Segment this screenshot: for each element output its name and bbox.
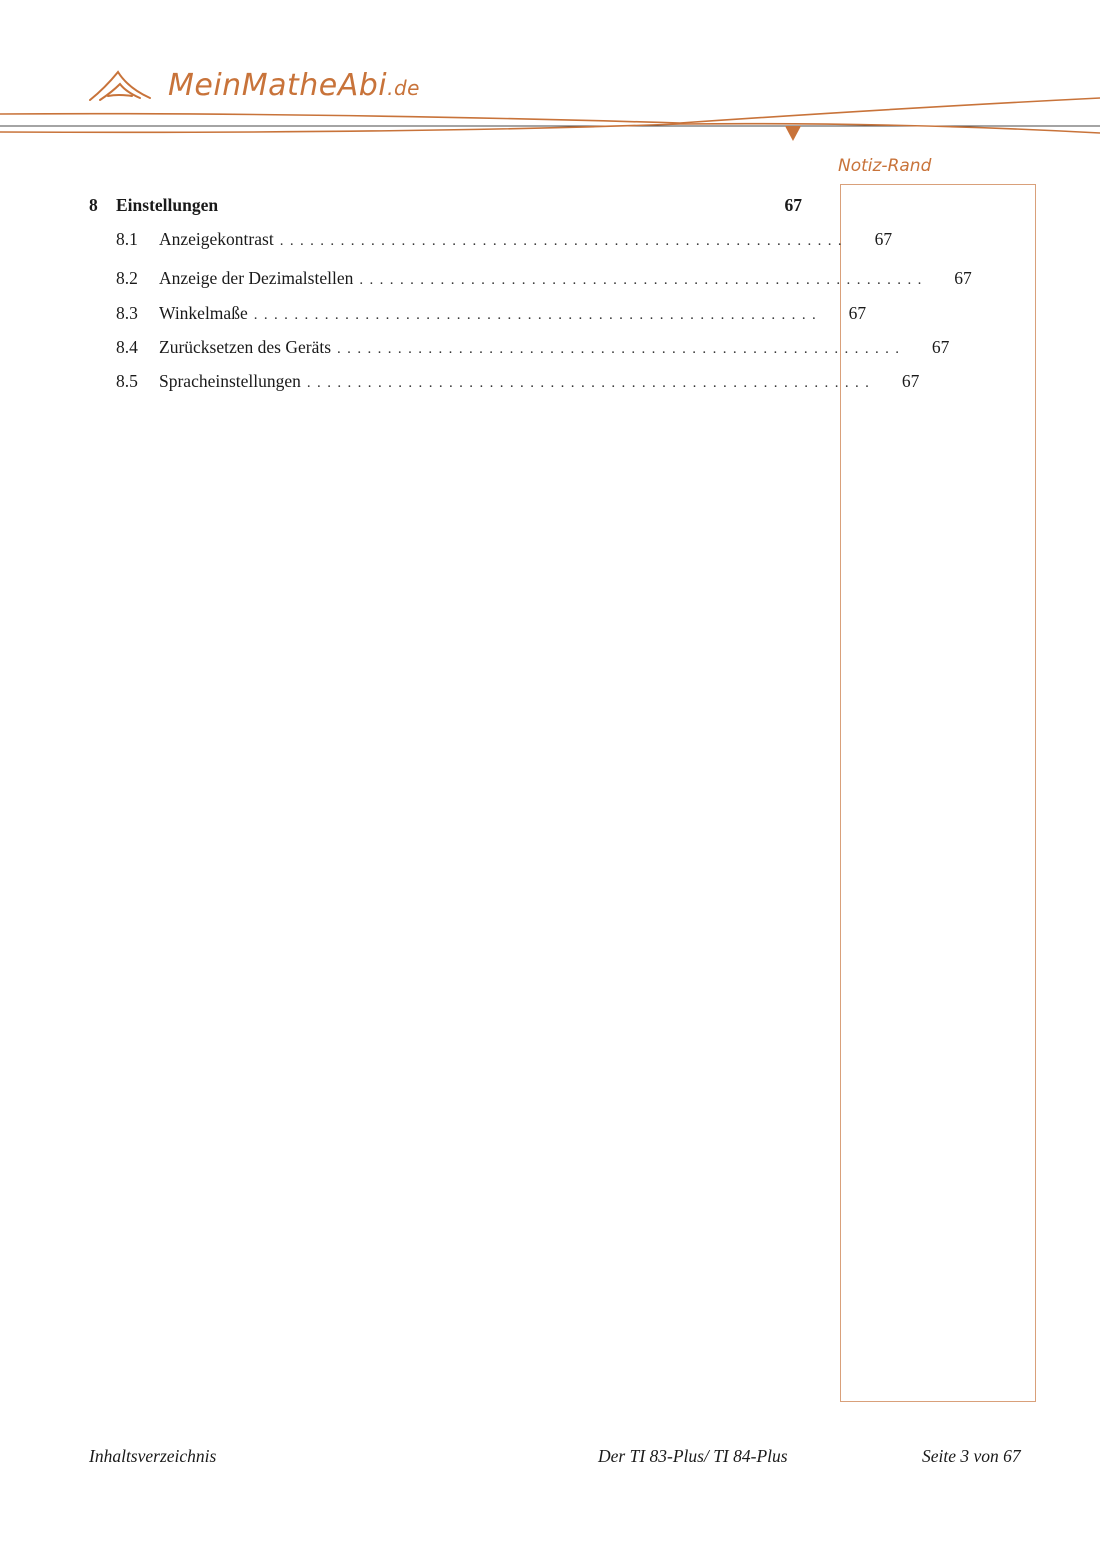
- chapter-number: 8: [89, 195, 98, 215]
- section-number: 8.3: [116, 303, 138, 323]
- margin-note-box: [840, 184, 1036, 1402]
- section-page: 67: [931, 337, 950, 357]
- table-of-contents: [89, 195, 972, 391]
- dot-leader: ........................................................: [279, 233, 849, 249]
- dot-leader: ........................................................: [337, 341, 906, 357]
- header-lines: [0, 60, 1100, 150]
- dot-leader: ........................................................: [306, 375, 876, 391]
- dot-leader: ........................................................: [253, 307, 823, 323]
- section-page: 67: [954, 268, 972, 288]
- logo-mark-icon: [90, 72, 150, 100]
- chapter-title: Einstellungen: [116, 195, 219, 215]
- section-title: Winkelmaße: [159, 303, 248, 323]
- brand-name: MeinMatheAbi: [168, 68, 388, 103]
- margin-note-label: Notiz-Rand: [838, 156, 932, 176]
- brand-tld: .de: [387, 76, 420, 100]
- chapter-page: 67: [784, 195, 802, 215]
- toc-chapter[interactable]: [89, 195, 802, 221]
- toc-section-row[interactable]: [116, 371, 920, 392]
- section-page: 67: [874, 229, 893, 249]
- section-title: Anzeige der Dezimalstellen: [159, 268, 354, 288]
- dot-leader: ........................................................: [359, 272, 928, 288]
- section-title: Anzeigekontrast: [159, 229, 274, 249]
- marker-triangle-icon: [785, 126, 801, 141]
- section-number: 8.5: [116, 371, 138, 391]
- toc-section-row[interactable]: [116, 229, 893, 250]
- section-title: Zurücksetzen des Geräts: [159, 337, 332, 357]
- toc-section-row[interactable]: [116, 268, 972, 289]
- footer-document-title: Der TI 83-Plus/ TI 84-Plus: [598, 1446, 788, 1466]
- section-number: 8.4: [116, 337, 138, 357]
- section-page: 67: [901, 371, 920, 391]
- footer-page-number: Seite 3 von 67: [922, 1446, 1021, 1466]
- toc-section-row[interactable]: [116, 337, 950, 358]
- toc-section-row[interactable]: [116, 303, 867, 324]
- section-title: Spracheinstellungen: [159, 371, 301, 391]
- brand-logo: [168, 68, 420, 103]
- section-page: 67: [848, 303, 867, 323]
- footer-section-name: Inhaltsverzeichnis: [89, 1446, 217, 1466]
- section-number: 8.2: [116, 268, 138, 288]
- section-number: 8.1: [116, 229, 138, 249]
